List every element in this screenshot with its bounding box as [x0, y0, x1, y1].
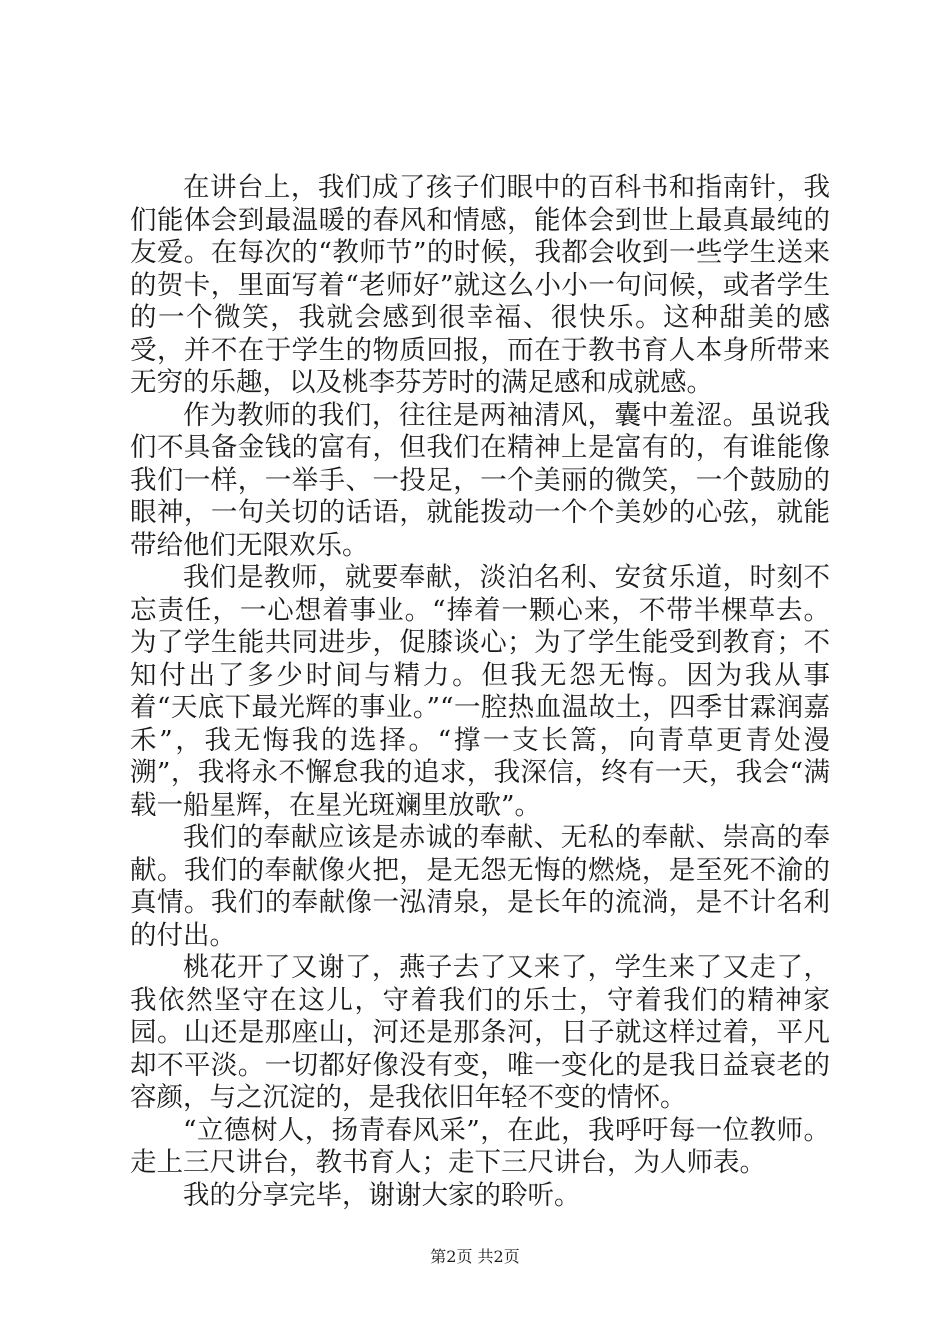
- paragraph-7: 我的分享完毕，谢谢大家的聆听。: [183, 1179, 581, 1211]
- paragraph-2: 作为教师的我们，往往是两袖清风，囊中羞涩。虽说我们不具备金钱的富有，但我们在精神上是富有的，有谁能像我们一样，一举手、一投足，一个美丽的微笑，一个鼓励的眼神，一句关切的话语，就能拨动一个个美妙的心弦，就能带给他们无限欢乐。: [130, 399, 830, 561]
- document-body: [130, 172, 830, 1212]
- paragraph-1: 在讲台上，我们成了孩子们眼中的百科书和指南针，我们能体会到最温暖的春风和情感，能体会到世上最真最纯的友爱。在每次的“教师节”的时候，我都会收到一些学生送来的贺卡，里面写着“老师好”就这么小小一句问候，或者学生的一个微笑，我就会感到很幸福、很快乐。这种甜美的感受，并不在于学生的物质回报，而在于教书育人本身所带来无穷的乐趣，以及桃李芬芳时的满足感和成就感。: [130, 172, 830, 398]
- paragraph-6: “立德树人，扬青春风采”，在此，我呼吁每一位教师。走上三尺讲台，教书育人；走下三尺讲台，为人师表。: [130, 1114, 830, 1178]
- page-footer: 第2页 共2页: [430, 1247, 520, 1266]
- paragraph-3: 我们是教师，就要奉献，淡泊名利、安贫乐道，时刻不忘责任，一心想着事业。“捧着一颗心来，不带半棵草去。为了学生能共同进步，促膝谈心；为了学生能受到教育；不知付出了多少时间与精力。但我无怨无悔。因为我从事着“天底下最光辉的事业。”“一腔热血温故土，四季甘霖润嘉禾”，我无悔我的选择。“撑一支长篙，向青草更青处漫溯”，我将永不懈怠我的追求，我深信，终有一天，我会“满载一船星辉，在星光斑斓里放歌”。: [130, 562, 830, 821]
- paragraph-5: 桃花开了又谢了，燕子去了又来了，学生来了又走了，我依然坚守在这儿，守着我们的乐士，守着我们的精神家园。山还是那座山，河还是那条河，日子就这样过着，平凡却不平淡。一切都好像没有变，唯一变化的是我日益衰老的容颜，与之沉淀的，是我依旧年轻不变的情怀。: [130, 952, 830, 1113]
- paragraph-4: 我们的奉献应该是赤诚的奉献、无私的奉献、崇高的奉献。我们的奉献像火把，是无怨无悔的燃烧，是至死不渝的真情。我们的奉献像一泓清泉，是长年的流淌，是不计名利的付出。: [130, 822, 830, 951]
